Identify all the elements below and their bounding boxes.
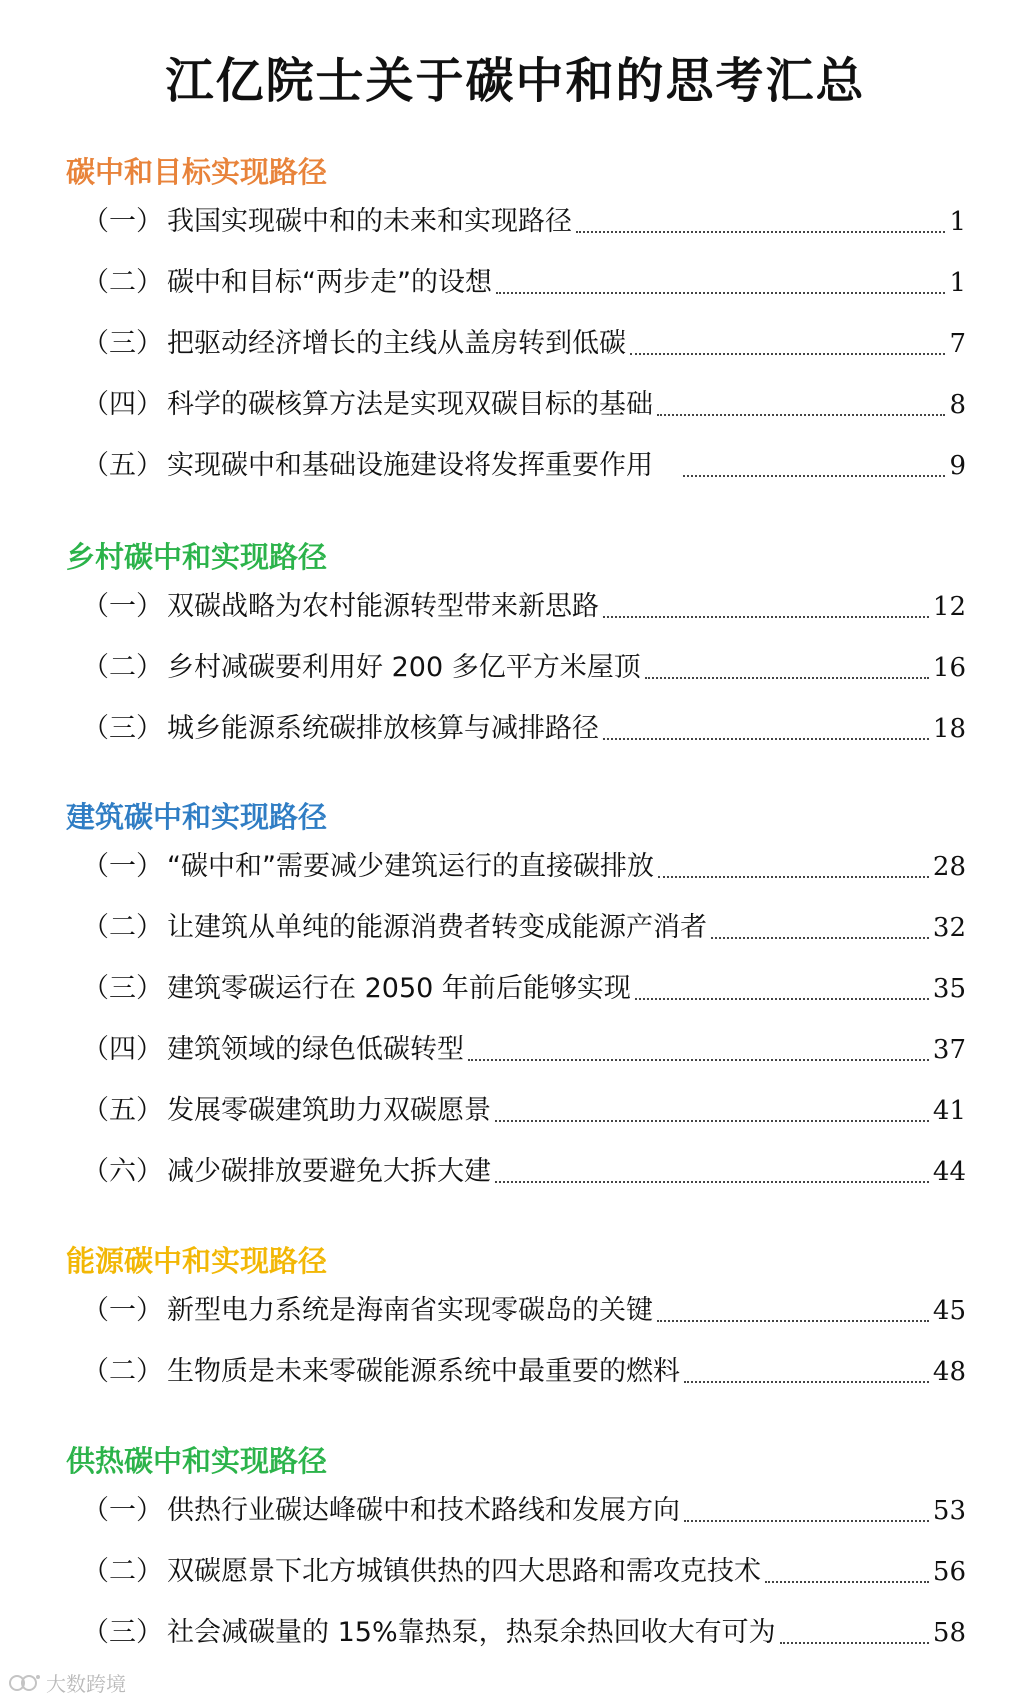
toc-entry-page: 8 [949,390,966,420]
watermark [8,1668,126,1697]
toc-entry-title: 社会减碳量的 15%靠热泵，热泵余热回收大有可为 [167,1617,776,1648]
dot-leader [496,286,945,294]
dot-leader [684,1375,929,1383]
document-title: 江亿院士关于碳中和的思考汇总 [165,53,866,109]
toc-entry[interactable] [82,1611,966,1651]
toc-entry-title: 让建筑从单纯的能源消费者转变成能源产消者 [167,912,707,943]
toc-entry-page: 1 [949,268,966,298]
dot-leader [683,469,945,477]
toc-entry-number: （三） [82,328,163,359]
toc-entry-page: 32 [932,913,966,943]
toc-entry-title: 建筑领域的绿色低碳转型 [167,1034,464,1065]
toc-entry-title: 实现碳中和基础设施建设将发挥重要作用 [167,450,653,481]
toc-entry-number: （一） [82,206,163,237]
toc-entry[interactable] [82,707,966,747]
toc-entry[interactable] [82,322,966,362]
toc-entry-number: （二） [82,1556,163,1587]
dot-leader [635,992,929,1000]
dot-leader [765,1575,929,1583]
toc-entry-title: 双碳战略为农村能源转型带来新思路 [167,591,599,622]
brand-logo-icon [8,1672,42,1694]
toc-entry-number: （三） [82,1617,163,1648]
toc-entry-page: 56 [932,1557,966,1587]
toc-entry-title: 我国实现碳中和的未来和实现路径 [167,206,572,237]
toc-entry[interactable] [82,1089,966,1129]
toc-entry[interactable] [82,1489,966,1529]
toc-entry-number: （二） [82,1356,163,1387]
toc-entry-title: 双碳愿景下北方城镇供热的四大思路和需攻克技术 [167,1556,761,1587]
toc-entry-number: （一） [82,1495,163,1526]
toc-entry-title: 供热行业碳达峰碳中和技术路线和发展方向 [167,1495,680,1526]
toc-entry-title: 科学的碳核算方法是实现双碳目标的基础 [167,389,653,420]
toc-entry-title: “碳中和”需要减少建筑运行的直接碳排放 [167,851,654,882]
toc-entry-title: 减少碳排放要避免大拆大建 [167,1156,491,1187]
toc-entry-number: （二） [82,652,163,683]
toc-entry-number: （三） [82,713,163,744]
watermark-text: 大数跨境 [46,1672,126,1696]
toc-entry[interactable] [82,967,966,1007]
dot-leader [495,1114,929,1122]
toc-entry[interactable] [82,200,966,240]
toc-entry-page: 58 [932,1618,966,1648]
dot-leader [630,347,945,355]
toc-entry-page: 9 [949,451,966,481]
toc-entry[interactable] [82,585,966,625]
dot-leader [603,610,929,618]
section-heading[interactable]: 供热碳中和实现路径 [66,1444,328,1478]
section-heading[interactable]: 能源碳中和实现路径 [66,1244,328,1278]
toc-entry-number: （二） [82,912,163,943]
toc-entry-number: （一） [82,591,163,622]
toc-entry-title: 发展零碳建筑助力双碳愿景 [167,1095,491,1126]
toc-entry-page: 48 [932,1357,966,1387]
section-heading[interactable]: 建筑碳中和实现路径 [66,800,328,834]
toc-entry-page: 12 [932,592,966,622]
toc-entry-page: 37 [932,1035,966,1065]
dot-leader [711,931,929,939]
dot-leader [603,732,929,740]
toc-entry[interactable] [82,383,966,423]
dot-leader [576,225,945,233]
toc-entry-page: 41 [932,1096,966,1126]
toc-entry[interactable] [82,261,966,301]
toc-entry-page: 28 [932,852,966,882]
toc-entry-page: 18 [932,714,966,744]
toc-entry-number: （六） [82,1156,163,1187]
toc-entry[interactable] [82,845,966,885]
toc-entry-page: 44 [932,1157,966,1187]
dot-leader [657,1314,929,1322]
toc-entry-number: （五） [82,1095,163,1126]
toc-entry-number: （四） [82,389,163,420]
toc-entry[interactable] [82,1028,966,1068]
toc-entry-title: 建筑零碳运行在 2050 年前后能够实现 [167,973,631,1004]
toc-entry-page: 16 [932,653,966,683]
dot-leader [468,1053,929,1061]
dot-leader [645,671,929,679]
toc-entry[interactable] [82,1350,966,1390]
toc-entry-title: 生物质是未来零碳能源系统中最重要的燃料 [167,1356,680,1387]
toc-entry-page: 53 [932,1496,966,1526]
dot-leader [657,408,945,416]
dot-leader [658,870,929,878]
toc-entry-title: 新型电力系统是海南省实现零碳岛的关键 [167,1295,653,1326]
toc-entry-number: （一） [82,851,163,882]
toc-entry-title: 乡村减碳要利用好 200 多亿平方米屋顶 [167,652,641,683]
dot-leader [684,1514,929,1522]
toc-entry-page: 35 [932,974,966,1004]
toc-entry-number: （四） [82,1034,163,1065]
toc-entry[interactable] [82,906,966,946]
section-heading[interactable]: 乡村碳中和实现路径 [66,540,328,574]
toc-entry-page: 45 [932,1296,966,1326]
toc-entry-number: （五） [82,450,163,481]
toc-entry[interactable] [82,444,966,484]
toc-entry[interactable] [82,1150,966,1190]
toc-entry[interactable] [82,1289,966,1329]
dot-leader [780,1636,929,1644]
dot-leader [495,1175,929,1183]
toc-entry[interactable] [82,1550,966,1590]
toc-entry-title: 城乡能源系统碳排放核算与减排路径 [167,713,599,744]
toc-entry-page: 1 [949,207,966,237]
toc-entry-page: 7 [949,329,966,359]
toc-entry-number: （二） [82,267,163,298]
toc-entry-title: 碳中和目标“两步走”的设想 [167,267,492,298]
toc-entry-title: 把驱动经济增长的主线从盖房转到低碳 [167,328,626,359]
section-heading[interactable]: 碳中和目标实现路径 [66,155,328,189]
toc-entry[interactable] [82,646,966,686]
toc-entry-number: （三） [82,973,163,1004]
toc-entry-number: （一） [82,1295,163,1326]
